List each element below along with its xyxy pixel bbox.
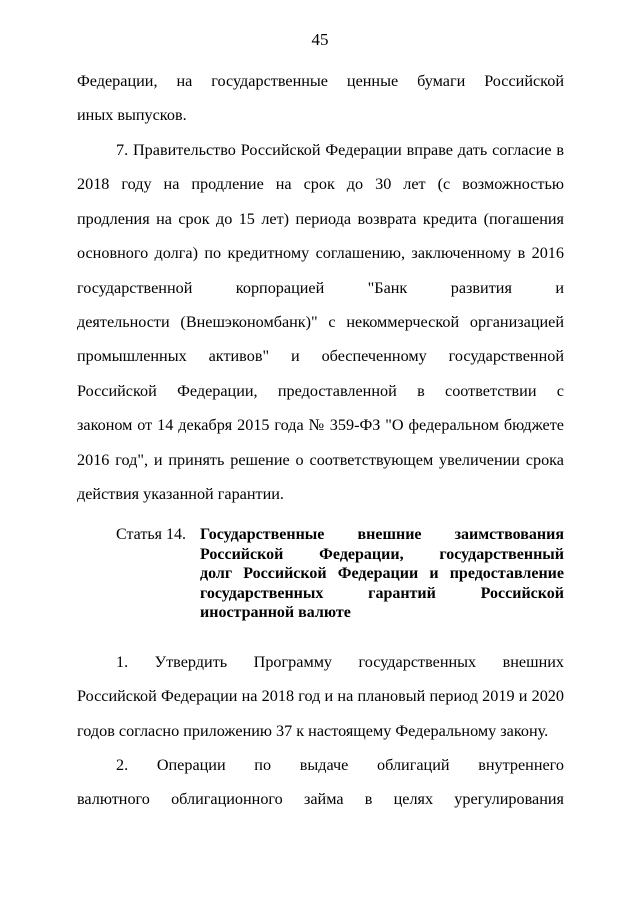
- text-line: основного долга) по кредитному соглашению, заключенному в 2016: [77, 244, 564, 263]
- text-line: 2016 год", и принять решение о соответствующем увеличении срока: [77, 450, 564, 469]
- text-line: 2. Операции по выдаче облигаций внутреннего: [116, 756, 564, 774]
- article-title-line: иностранной валюте: [200, 604, 351, 622]
- text-line: 7. Правительство Российской Федерации вправе дать согласие в: [116, 141, 564, 159]
- text-line: годов согласно приложению 37 к настоящему Федеральному закону.: [77, 721, 549, 740]
- text-line: Российской Федерации на 2018 год и на плановый период 2019 и 2020: [77, 687, 564, 706]
- paragraph-item-2: [77, 748, 564, 817]
- text-line: Федерации, на государственные ценные бумаги Российской: [77, 72, 564, 90]
- text-line: валютного облигационного займа в целях урегулирования: [77, 790, 564, 809]
- paragraph-item-1: [77, 645, 564, 748]
- continuation-paragraph: [77, 64, 564, 133]
- text-line: государственной корпорацией "Банк развития и: [77, 278, 564, 297]
- article-title-line: государственных гарантий Российской: [200, 584, 564, 602]
- text-line: Российской Федерации, предоставленной в соответствии с: [77, 381, 564, 400]
- article-title-line: долг Российской Федерации и предоставление: [200, 565, 564, 583]
- page-number: 45: [311, 30, 329, 49]
- article-title-line: Государственные внешние заимствования: [200, 526, 564, 543]
- article-label: Статья 14.: [116, 526, 186, 543]
- text-line: деятельности (Внешэкономбанк)" с некоммерческой организацией: [77, 312, 564, 331]
- text-line: иных выпусков.: [77, 106, 187, 125]
- article-title: [200, 525, 564, 623]
- text-line: законом от 14 декабря 2015 года № 359-ФЗ "О федеральном бюджете: [77, 416, 564, 435]
- text-line: действия указанной гарантии.: [77, 484, 284, 503]
- article-title-line: Российской Федерации, государственный: [200, 545, 564, 563]
- paragraph-item-7: [77, 133, 564, 511]
- text-line: промышленных активов" и обеспеченному государственной: [77, 347, 564, 366]
- text-line: продления на срок до 15 лет) периода возврата кредита (погашения: [77, 209, 564, 228]
- text-line: 1. Утвердить Программу государственных внешних: [116, 653, 564, 671]
- text-line: 2018 году на продление на срок до 30 лет (с возможностью: [77, 175, 564, 194]
